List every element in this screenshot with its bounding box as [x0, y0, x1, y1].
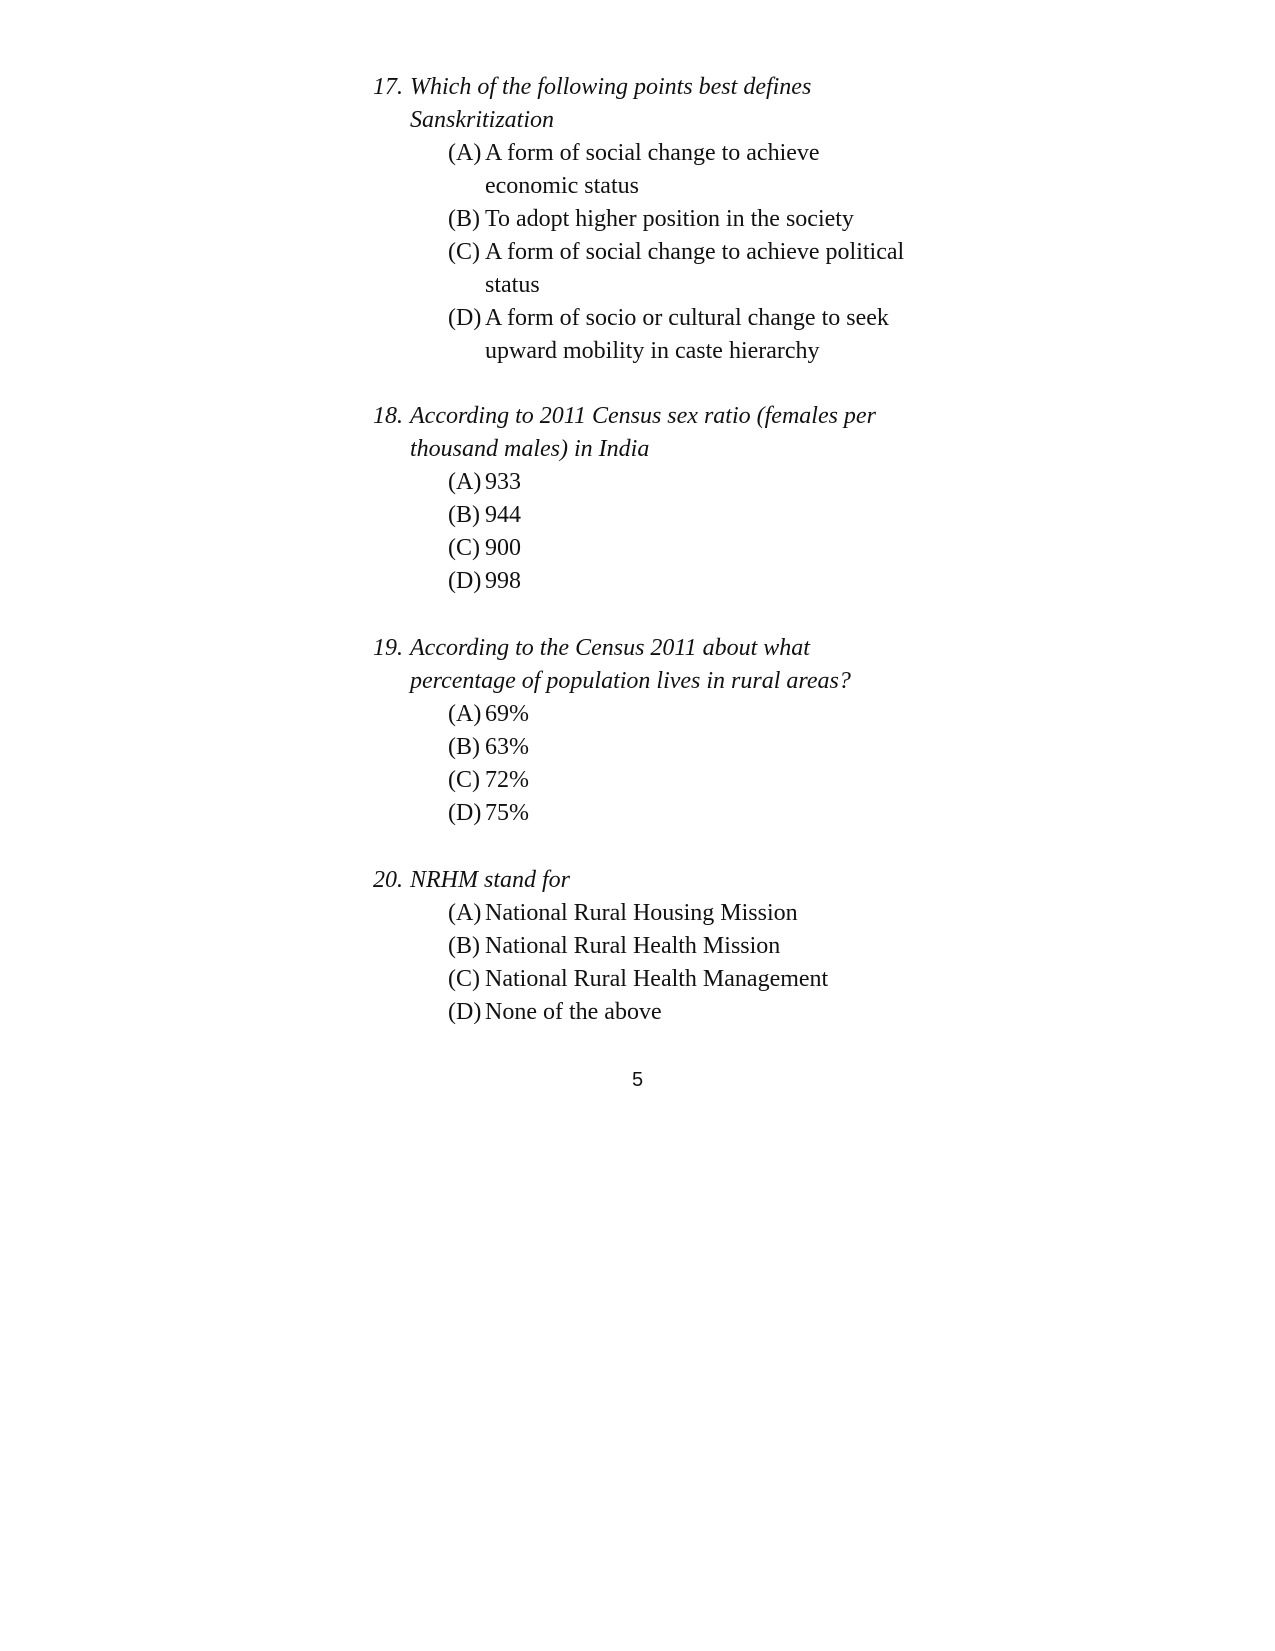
question-number: 18. [373, 403, 403, 429]
option-text: A form of social change to achieve political status [485, 239, 905, 298]
option-label: (A) [448, 140, 482, 166]
option-a [373, 897, 993, 930]
option-text: A form of socio or cultural change to seek upward mobility in caste hierarchy [485, 305, 889, 364]
option-text: 944 [485, 502, 521, 528]
option-label: (B) [448, 734, 480, 760]
option-c [373, 764, 993, 797]
option-label: (A) [448, 900, 482, 926]
option-c [373, 236, 955, 302]
option-text: National Rural Housing Mission [485, 900, 798, 926]
option-c [373, 963, 993, 996]
option-text: To adopt higher position in the society [485, 206, 854, 232]
option-label: (A) [448, 469, 482, 495]
option-label: (B) [448, 933, 480, 959]
option-text: A form of social change to achieve economic status [485, 140, 820, 199]
option-label: (C) [448, 535, 480, 561]
question-stem [373, 864, 910, 897]
option-b [373, 731, 993, 764]
option-text: 998 [485, 568, 521, 594]
option-b [373, 203, 993, 236]
option-text: National Rural Health Management [485, 966, 829, 992]
option-list [373, 897, 993, 1029]
option-label: (C) [448, 966, 480, 992]
question-number: 20. [373, 867, 403, 893]
question-20 [373, 864, 993, 1029]
question-text: According to 2011 Census sex ratio (females per thousand males) in India [410, 403, 876, 462]
question-text: NRHM stand for [410, 867, 571, 893]
option-b [373, 930, 993, 963]
option-label: (C) [448, 767, 480, 793]
page-number: 5 [631, 1069, 644, 1091]
option-list [373, 466, 993, 598]
option-label: (D) [448, 999, 482, 1025]
question-number: 17. [373, 74, 403, 100]
option-b [373, 499, 993, 532]
option-text: 900 [485, 535, 521, 561]
option-label: (B) [448, 206, 480, 232]
option-label: (D) [448, 305, 482, 331]
option-text: 72% [485, 767, 529, 793]
option-d [373, 302, 955, 368]
option-d [373, 797, 993, 830]
question-text: Which of the following points best defines Sanskritization [410, 74, 812, 133]
option-d [373, 996, 993, 1029]
option-a [373, 466, 993, 499]
option-text: 63% [485, 734, 529, 760]
option-text: 75% [485, 800, 529, 826]
option-c [373, 532, 993, 565]
question-number: 19. [373, 635, 403, 661]
option-label: (A) [448, 701, 482, 727]
option-text: 69% [485, 701, 529, 727]
option-text: 933 [485, 469, 521, 495]
question-17 [373, 71, 993, 368]
question-19 [373, 632, 993, 830]
option-list [373, 698, 993, 830]
option-label: (D) [448, 568, 482, 594]
question-stem [373, 71, 850, 137]
option-label: (B) [448, 502, 480, 528]
question-stem [373, 632, 900, 698]
option-a [373, 698, 993, 731]
option-label: (D) [448, 800, 482, 826]
option-text: None of the above [485, 999, 662, 1025]
option-d [373, 565, 993, 598]
question-text: According to the Census 2011 about what percentage of population lives in rural areas? [410, 635, 851, 694]
option-text: National Rural Health Mission [485, 933, 781, 959]
option-label: (C) [448, 239, 480, 265]
option-a [373, 137, 845, 203]
question-stem [373, 400, 910, 466]
option-list [373, 137, 993, 368]
question-18 [373, 400, 993, 598]
